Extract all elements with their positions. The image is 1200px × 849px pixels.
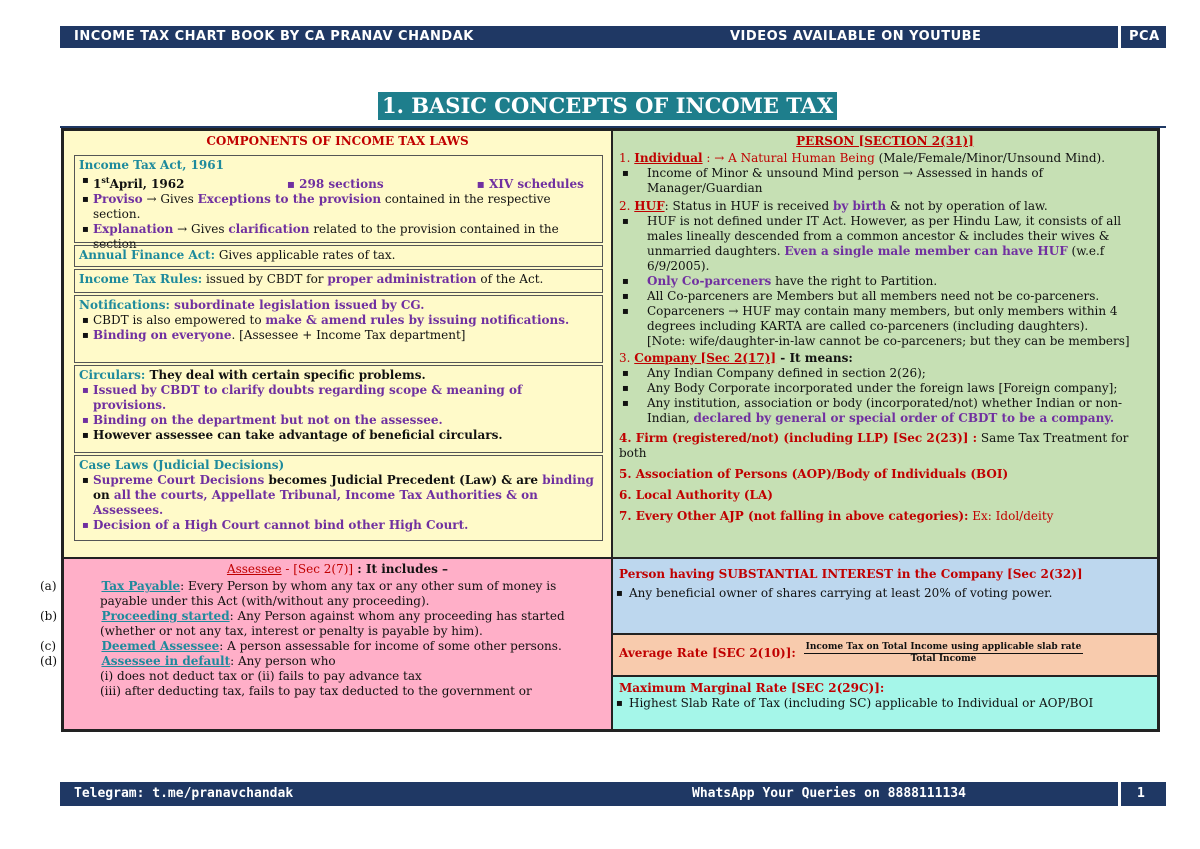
person-company: 3. Company [Sec 2(17)] - It means: [619, 351, 853, 365]
person-individual: 1. Individual : → A Natural Human Being (Male/Female/Minor/Unsound Mind). [619, 151, 1106, 165]
person-local-authority: 6. Local Authority (LA) [619, 488, 773, 502]
assessee-item-c: (c) Deemed Assessee: A person assessable for income of some other persons. [40, 639, 562, 653]
act-facts [79, 173, 598, 192]
average-rate-label: Average Rate [SEC 2(10)]: [619, 646, 796, 660]
income-tax-act-box [74, 155, 603, 251]
person-content [613, 149, 1157, 526]
case-laws-box [74, 455, 603, 541]
substantial-interest-panel [612, 558, 1158, 634]
act-title: Income Tax Act, 1961 [79, 158, 224, 172]
circulars-bullet-2: ▪ Binding on the department but not on the assessee. [79, 413, 598, 428]
assessee-heading: Assessee - [Sec 2(7)] : It includes – [226, 562, 449, 576]
top-header-bar [60, 26, 1166, 48]
circulars-bullet-3: ▪ However assessee can take advantage of beneficial circulars. [79, 428, 598, 443]
person-ajp: 7. Every Other AJP (not falling in above categories): Ex: Idol/deity [619, 509, 1054, 523]
person-individual-bullet: ▪ Income of Minor & unsound Mind person → Assessed in hands of Manager/Guardian [619, 166, 1151, 196]
company-bullet-2: ▪ Any Body Corporate incorporated under the foreign laws [Foreign company]; [619, 381, 1151, 396]
huf-bullet-1: ▪ HUF is not defined under IT Act. However, as per Hindu Law, it consists of all males lineally descended from a common ancestor & includes their wives & unmarried daughters. Even a single male member can have HUF (w.e.f 6/9/2005). [619, 214, 1151, 274]
assessee-default-line-1: (i) does not deduct tax or (ii) fails to pay advance tax [100, 669, 422, 683]
company-bullet-1: ▪ Any Indian Company defined in section 2(26); [619, 366, 1151, 381]
whatsapp-contact: WhatsApp Your Queries on 8888111134 [692, 786, 966, 801]
header-book-title: INCOME TAX CHART BOOK BY CA PRANAV CHANDAK [74, 29, 474, 44]
person-heading: PERSON [SECTION 2(31)] [796, 134, 974, 148]
content-grid [40, 128, 1160, 732]
huf-note: [Note: wife/daughter-in-law cannot be co-parceners; but they can be members] [647, 334, 1130, 348]
assessee-item-d: (d) Assessee in default: Any person who [40, 654, 336, 668]
huf-bullet-2: ▪ Only Co-parceners have the right to Partition. [619, 274, 1151, 289]
marginal-rate-bullet: ▪ Highest Slab Rate of Tax (including SC) applicable to Individual or AOP/BOI [613, 696, 1157, 711]
case-laws-bullet-2: ▪ Decision of a High Court cannot bind other High Court. [79, 518, 598, 533]
assessee-item-a: (a) Tax Payable: Every Person by whom any tax or any other sum of money is payable under this Act (with/without any proceeding). [40, 579, 557, 608]
person-aop-boi: 5. Association of Persons (AOP)/Body of Individuals (BOI) [619, 467, 1009, 481]
assessee-panel [40, 558, 612, 730]
case-laws-title: Case Laws (Judicial Decisions) [79, 458, 285, 472]
circulars-bullet-1: ▪ Issued by CBDT to clarify doubts regarding scope & meaning of provisions. [79, 383, 598, 413]
assessee-default-line-2: (iii) after deducting tax, fails to pay tax deducted to the government or [100, 684, 532, 698]
assessee-item-b: (b) Proceeding started: Any Person against whom any proceeding has started (whether or not any tax, interest or penalty is payable by him). [40, 609, 565, 638]
act-sections: ▪ 298 sections [286, 177, 384, 191]
components-heading: COMPONENTS OF INCOME TAX LAWS [206, 134, 469, 148]
person-panel [612, 130, 1158, 558]
finance-act-box: Annual Finance Act: Gives applicable rates of tax. [74, 245, 603, 267]
income-tax-rules-box: Income Tax Rules: issued by CBDT for proper administration of the Act. [74, 269, 603, 293]
notifications-box: Notifications: subordinate legislation issued by CG. ▪ CBDT is also empowered to make & amend rules by issuing notifications. ▪ Binding on everyone. [Assessee + Income Tax department] [74, 295, 603, 363]
marginal-rate-label: Maximum Marginal Rate [SEC 2(29C)]: [619, 681, 885, 695]
company-bullet-3: ▪ Any institution, association or body (incorporated/not) whether Indian or non-Indian, declared by general or special order of CBDT to be a company. [619, 396, 1151, 426]
case-laws-bullet-1: ▪ Supreme Court Decisions becomes Judicial Precedent (Law) & are binding on all the courts, Appellate Tribunal, Income Tax Authorities & on Assessees. [79, 473, 598, 518]
act-proviso: ▪ Proviso → Gives Exceptions to the provision contained in the respective section. [79, 192, 598, 222]
page-number: 1 [1118, 782, 1166, 806]
telegram-link[interactable]: Telegram: t.me/pranavchandak [74, 786, 294, 801]
marginal-rate-panel [612, 676, 1158, 730]
components-panel [63, 130, 612, 558]
substantial-interest-title: Person having SUBSTANTIAL INTEREST in the Company [Sec 2(32)] [619, 567, 1083, 581]
page-title: 1. BASIC CONCEPTS OF INCOME TAX [378, 92, 837, 120]
average-rate-panel [612, 634, 1158, 676]
header-videos-note: VIDEOS AVAILABLE ON YOUTUBE [730, 29, 982, 44]
footer-bar [60, 782, 1166, 806]
circulars-box: Circulars: They deal with certain specific problems. ▪ Issued by CBDT to clarify doubts regarding scope & meaning of provisions. ▪ Binding on the department but not on the assessee. ▪ However assessee can take advantage of beneficial circulars. [74, 365, 603, 453]
person-huf: 2. HUF: Status in HUF is received by birth & not by operation of law. [619, 199, 1048, 213]
act-explanation: ▪ Explanation → Gives clarification related to the provision contained in the section [79, 222, 598, 252]
notifications-bullet-1: ▪ CBDT is also empowered to make & amend rules by issuing notifications. [79, 313, 598, 328]
huf-bullet-4: ▪ Coparceners → HUF may contain many members, but only members within 4 degrees including KARTA are called co-parceners (including daughters). [619, 304, 1151, 334]
huf-bullet-3: ▪ All Co-parceners are Members but all members need not be co-parceners. [619, 289, 1151, 304]
act-schedules: ▪ XIV schedules [476, 177, 584, 191]
assessee-content [40, 577, 611, 701]
person-firm: 4. Firm (registered/not) (including LLP) [Sec 2(23)] : Same Tax Treatment for both [619, 431, 1129, 460]
substantial-interest-bullet: ▪ Any beneficial owner of shares carrying at least 20% of voting power. [613, 586, 1157, 601]
average-rate-formula: $\frac{\text{Income Tax on Total Income using applicable slab rate}}{\text{Total Income}}$ [805, 642, 1082, 664]
act-date: 1stApril, 1962 [93, 175, 185, 191]
header-brand: PCA [1118, 26, 1166, 48]
notifications-bullet-2: ▪ Binding on everyone. [Assessee + Income Tax department] [79, 328, 598, 343]
